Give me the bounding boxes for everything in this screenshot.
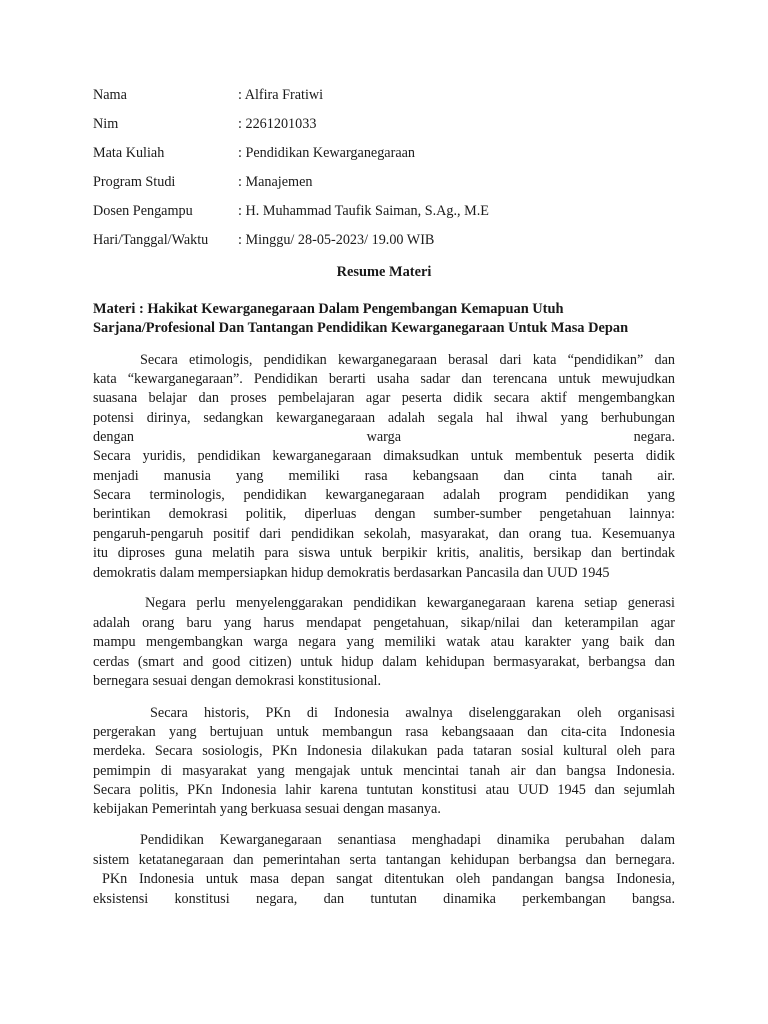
info-value: : Minggu/ 28-05-2023/ 19.00 WIB: [238, 232, 435, 248]
info-value: : Pendidikan Kewarganegaraan: [238, 145, 416, 161]
info-label: Hari/Tanggal/Waktu: [93, 232, 209, 248]
paragraph-line: itu diproses guna melatih para siswa untuk berpikir kritis, analitis, bersikap dan bertindak: [93, 545, 675, 561]
paragraph-line: eksistensi konstitusi negara, dan tuntutan dinamika perkembangan bangsa.: [93, 891, 675, 907]
paragraph-line: Secara etimologis, pendidikan kewarganegaraan berasal dari kata “pendidikan” dan: [140, 352, 675, 368]
info-row-nama: [93, 87, 693, 107]
info-row-nim: [93, 116, 693, 136]
info-label: Dosen Pengampu: [93, 203, 193, 219]
paragraph-line: PKn Indonesia untuk masa depan sangat ditentukan oleh pandangan bangsa Indonesia,: [102, 871, 675, 887]
paragraph-line: pengaruh-pengaruh positif dari pendidikan sekolah, masyarakat, dan orang tua. Kesemuanya: [93, 526, 675, 542]
paragraph-line: menjadi manusia yang memiliki rasa kebangsaan dan cinta tanah air.: [93, 468, 675, 484]
info-value: : 2261201033: [238, 116, 317, 132]
document-title: Resume Materi: [336, 264, 432, 280]
paragraph-line: Secara politis, PKn Indonesia lahir karena tuntutan konstitusi atau UUD 1945 dan sejumlah: [93, 782, 675, 798]
paragraph-line: berintikan demokrasi politik, diperluas dengan sumber-sumber pengetahuan lainnya:: [93, 506, 675, 522]
paragraph-line: Secara yuridis, pendidikan kewarganegaraan dimaksudkan untuk membentuk peserta didik: [93, 448, 675, 464]
info-value: : Alfira Fratiwi: [238, 87, 324, 103]
paragraph-line: bernegara sesuai dengan demokrasi konstitusional.: [93, 673, 382, 689]
materi-heading-line: Materi : Hakikat Kewarganegaraan Dalam Pengembangan Kemapuan Utuh: [93, 301, 564, 317]
paragraph-line: potensi dirinya, sedangkan kewarganegaraan adalah segala hal ihwal yang berhubungan: [93, 410, 675, 426]
info-row-mata-kuliah: [93, 145, 693, 165]
paragraph-line: Negara perlu menyelenggarakan pendidikan kewarganegaraan karena setiap generasi: [145, 595, 675, 611]
paragraph-line: sistem ketatanegaraan dan pemerintahan serta tantangan kehidupan berbangsa dan bernegara.: [93, 852, 675, 868]
paragraph-line: Secara terminologis, pendidikan kewarganegaraan adalah program pendidikan yang: [93, 487, 675, 503]
paragraph-line: cerdas (smart and good citizen) untuk hidup dalam kehidupan bermasyarakat, berbangsa dan: [93, 654, 675, 670]
paragraph-line: dengan warga negara.: [93, 429, 675, 445]
paragraph-line: kata “kewarganegaraan”. Pendidikan berarti usaha sadar dan terencana untuk mewujudkan: [93, 371, 675, 387]
info-row-program-studi: [93, 174, 693, 194]
info-row-hari-tanggal-waktu: [93, 232, 693, 252]
paragraph-line: pergerakan yang bertujuan untuk membangun rasa kebangsaaan dan cita-cita Indonesia: [93, 724, 675, 740]
materi-heading-line: Sarjana/Profesional Dan Tantangan Pendidikan Kewarganegaraan Untuk Masa Depan: [93, 320, 629, 336]
info-value: : Manajemen: [238, 174, 313, 190]
info-value: : H. Muhammad Taufik Saiman, S.Ag., M.E: [238, 203, 489, 219]
paragraph-line: Pendidikan Kewarganegaraan senantiasa menghadapi dinamika perubahan dalam: [140, 832, 675, 848]
paragraph-line: merdeka. Secara sosiologis, PKn Indonesia dilakukan pada tataran sosial kultural oleh para: [93, 743, 675, 759]
info-label: Nim: [93, 116, 119, 132]
info-label: Mata Kuliah: [93, 145, 165, 161]
paragraph-line: adalah orang baru yang harus mendapat pengetahuan, sikap/nilai dan keterampilan agar: [93, 615, 675, 631]
paragraph-line: pemimpin di masyarakat yang mengajak untuk mencintai tanah air dan bangsa Indonesia.: [93, 763, 675, 779]
info-label: Program Studi: [93, 174, 176, 190]
paragraph-line: demokratis dalam mempersiapkan hidup demokratis berdasarkan Pancasila dan UUD 1945: [93, 565, 610, 581]
info-row-dosen-pengampu: [93, 203, 693, 223]
paragraph-line: suasana belajar dan proses pembelajaran agar peserta didik secara aktif mengembangkan: [93, 390, 675, 406]
info-label: Nama: [93, 87, 127, 103]
paragraph-line: kebijakan Pemerintah yang berkuasa sesuai dengan masanya.: [93, 801, 441, 817]
paragraph-line: Secara historis, PKn di Indonesia awalnya diselenggarakan oleh organisasi: [150, 705, 675, 721]
paragraph-line: mampu mengembangkan warga negara yang memiliki watak atau karakter yang baik dan: [93, 634, 675, 650]
